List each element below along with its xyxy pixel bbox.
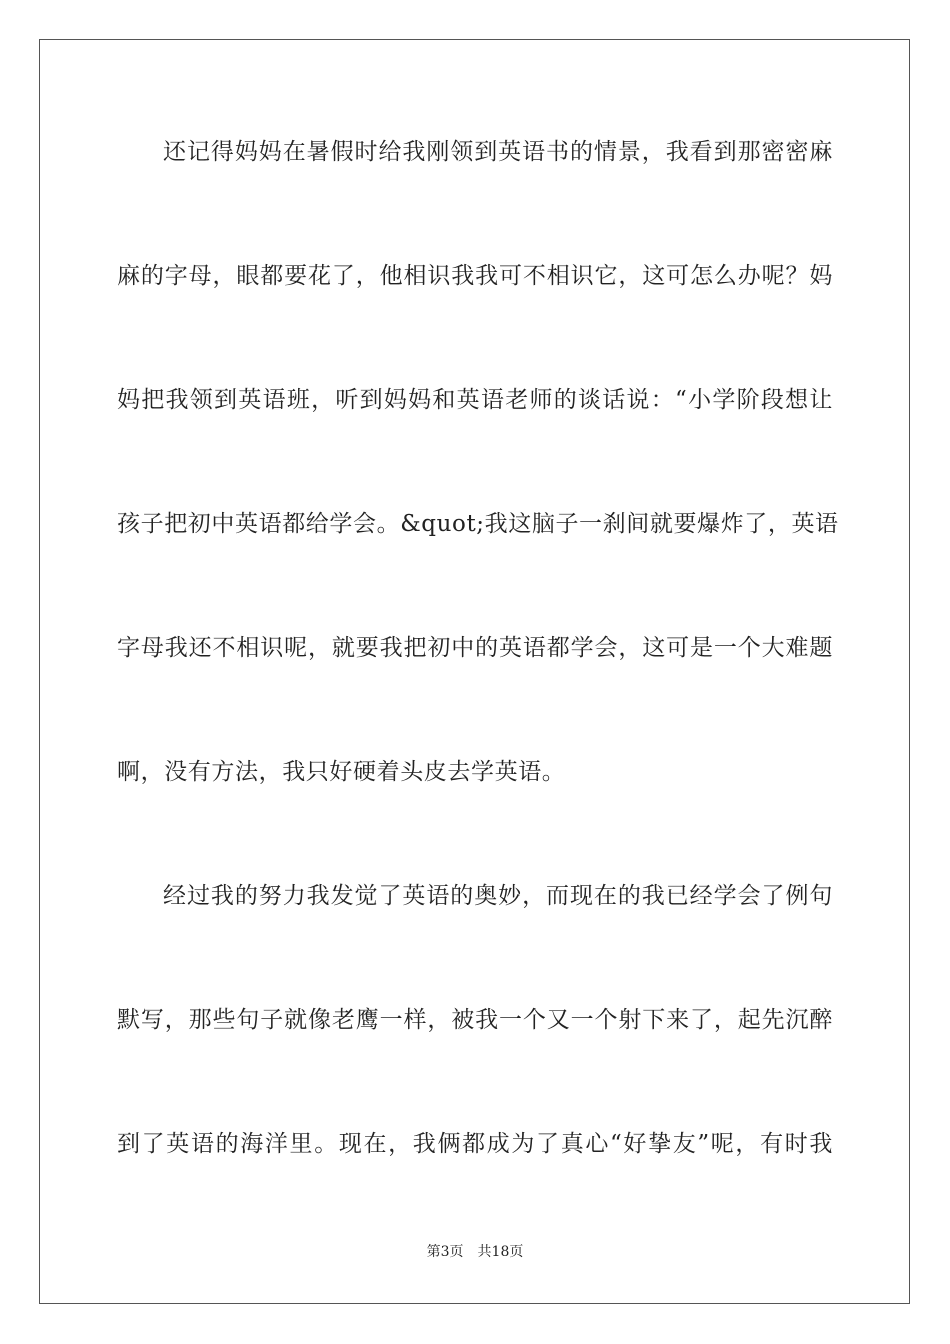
paragraph-1-line-5: 字母我还不相识呢，就要我把初中的英语都学会，这可是一个大难题	[117, 635, 833, 661]
page-number-footer: 第3页 共18页	[426, 1244, 524, 1260]
paragraph-1-line-6: 啊，没有方法，我只好硬着头皮去学英语。	[117, 759, 566, 785]
paragraph-1-line-2: 麻的字母，眼都要花了，他相识我我可不相识它，这可怎么办呢？妈	[117, 263, 833, 289]
paragraph-1-line-1: 还记得妈妈在暑假时给我刚领到英语书的情景，我看到那密密麻	[163, 139, 833, 165]
page-border	[39, 39, 910, 1304]
paragraph-1-line-3: 妈把我领到英语班，听到妈妈和英语老师的谈话说：“小学阶段想让	[117, 387, 833, 413]
paragraph-2-line-2: 默写，那些句子就像老鹰一样，被我一个又一个射下来了，起先沉醉	[117, 1007, 833, 1033]
paragraph-1-line-4: 孩子把初中英语都给学会。&quot;我这脑子一刹间就要爆炸了，英语	[117, 511, 839, 537]
paragraph-2-line-3: 到了英语的海洋里。现在，我俩都成为了真心“好挚友”呢，有时我	[117, 1131, 833, 1157]
paragraph-2-line-1: 经过我的努力我发觉了英语的奥妙，而现在的我已经学会了例句	[163, 883, 833, 909]
